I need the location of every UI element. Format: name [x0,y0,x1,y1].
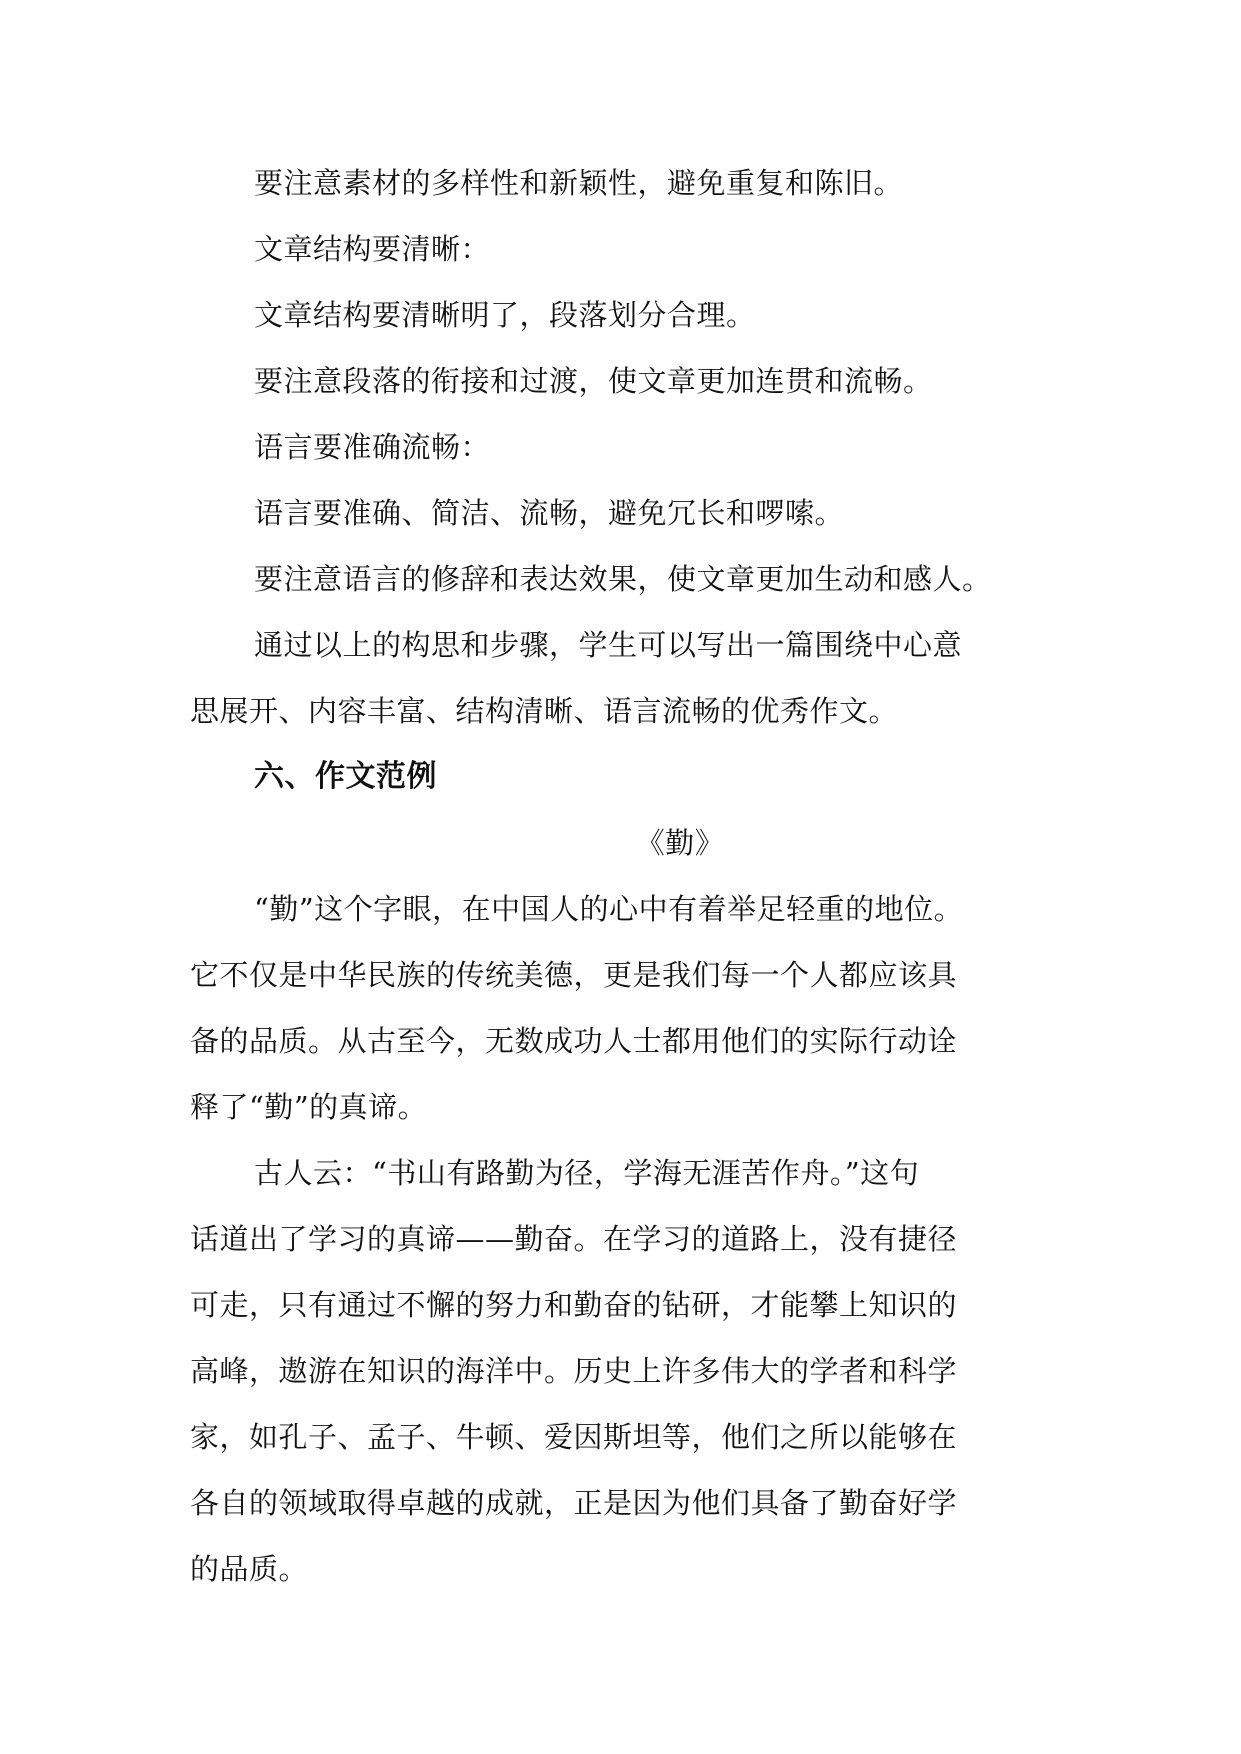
text-line: 要注意段落的衔接和过渡，使文章更加连贯和流畅。 [254,364,933,398]
essay-line: 古人云：“书山有路勤为径，学海无涯苦作舟。”这句 [254,1156,920,1190]
essay-title: 《勤》 [635,826,725,860]
text-line: 要注意素材的多样性和新颖性，避免重复和陈旧。 [254,166,904,200]
text-line: 思展开、内容丰富、结构清晰、语言流畅的优秀作文。 [190,694,899,728]
text-line: 文章结构要清晰明了，段落划分合理。 [254,298,756,332]
essay-line: 家，如孔子、孟子、牛顿、爱因斯坦等，他们之所以能够在 [190,1420,958,1454]
essay-line: 话道出了学习的真谛——勤奋。在学习的道路上，没有捷径 [190,1222,958,1256]
text-line: 语言要准确、简洁、流畅，避免冗长和啰嗦。 [254,496,845,530]
text-line: 通过以上的构思和步骤，学生可以写出一篇围绕中心意 [254,628,963,662]
document-page [190,150,1050,1602]
essay-line: 它不仅是中华民族的传统美德，更是我们每一个人都应该具 [190,958,958,992]
subheading-structure: 文章结构要清晰： [254,232,491,266]
essay-line: 备的品质。从古至今，无数成功人士都用他们的实际行动诠 [190,1024,958,1058]
essay-line: 可走，只有通过不懈的努力和勤奋的钻研，才能攀上知识的 [190,1288,958,1322]
essay-line: “勤”这个字眼，在中国人的心中有着举足轻重的地位。 [254,892,964,926]
essay-line: 各自的领域取得卓越的成就，正是因为他们具备了勤奋好学 [190,1486,958,1520]
essay-line: 释了“勤”的真谛。 [190,1090,428,1124]
essay-line: 高峰，遨游在知识的海洋中。历史上许多伟大的学者和科学 [190,1354,958,1388]
essay-line: 的品质。 [190,1552,309,1586]
subheading-language: 语言要准确流畅： [254,430,491,464]
section-heading: 六、作文范例 [254,759,437,794]
text-line: 要注意语言的修辞和表达效果，使文章更加生动和感人。 [254,562,992,596]
